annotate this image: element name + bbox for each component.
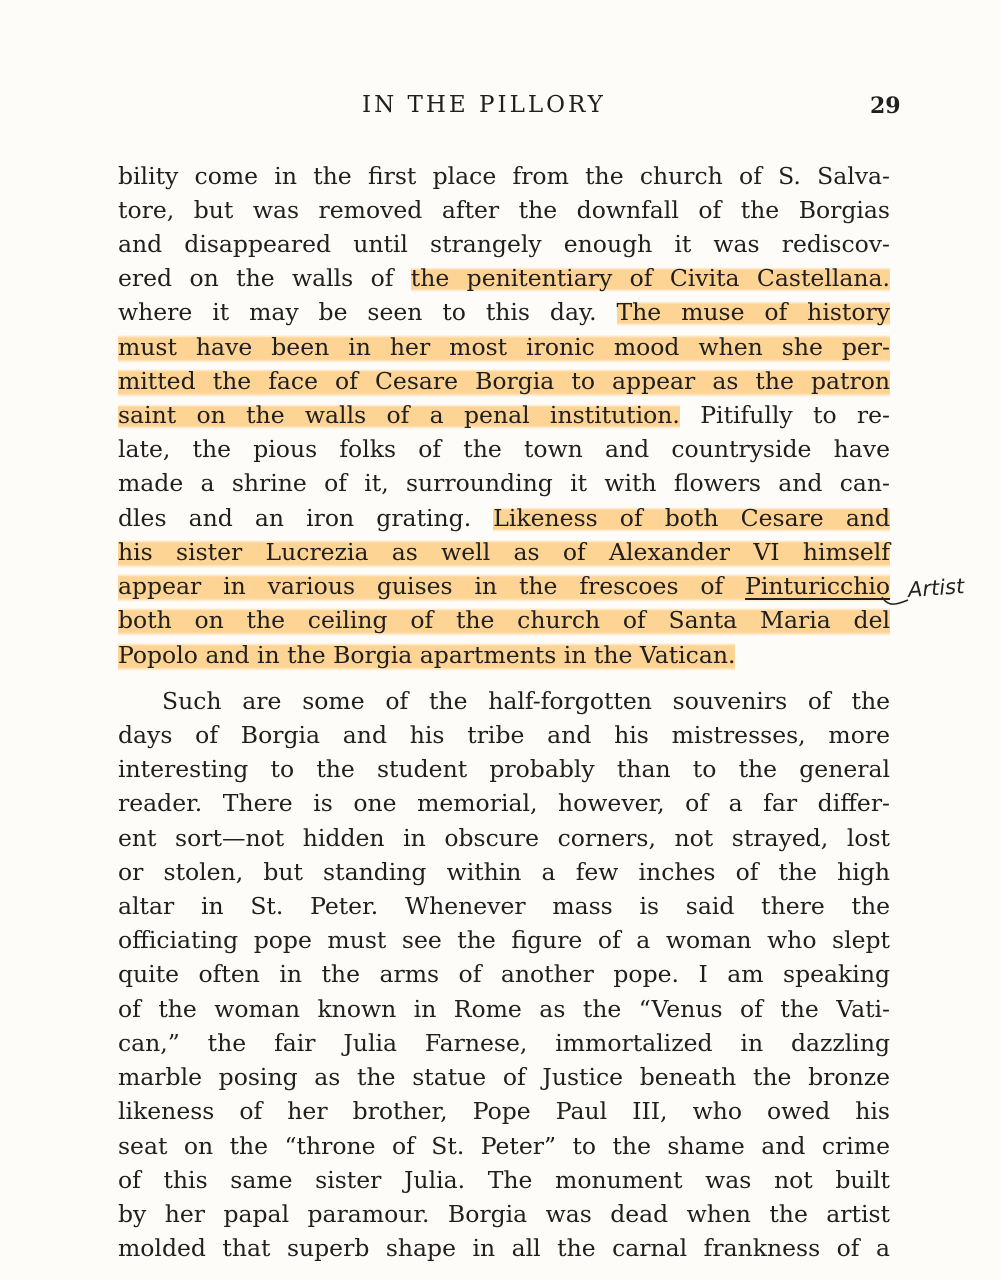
text-line: quite often in the arms of another pope. I am speaking [118, 960, 890, 988]
page-number: 29 [870, 93, 901, 119]
text-line: of this same sister Julia. The monument was not built [118, 1166, 890, 1194]
text-line: ent sort—not hidden in obscure corners, not strayed, lost [118, 824, 890, 852]
highlighted-line: Popolo and in the Borgia apartments in the Vatican. [118, 641, 736, 669]
text-line: and disappeared until strangely enough it was rediscov- [118, 230, 890, 258]
text-line: tore, but was removed after the downfall of the Borgias [118, 196, 890, 224]
highlighted-line: his sister Lucrezia as well as of Alexander VI himself [118, 538, 890, 566]
text-line: likeness of her brother, Pope Paul III, who owed his [118, 1097, 890, 1125]
text-segment: where it may be seen to this day. [118, 298, 617, 326]
text-segment: appear in various guises in the frescoes of [118, 572, 746, 600]
text-line: bility come in the first place from the church of S. Salva- [118, 162, 890, 190]
margin-note: Artist [907, 574, 966, 602]
text-line: of the woman known in Rome as the “Venus of the Vati- [118, 995, 890, 1023]
text-line: can,” the fair Julia Farnese, immortalized in dazzling [118, 1029, 890, 1057]
text-line: interesting to the student probably than to the general [118, 755, 890, 783]
page-header [0, 92, 1001, 126]
text-line: seat on the “throne of St. Peter” to the shame and crime [118, 1132, 890, 1160]
text-line: reader. There is one memorial, however, of a far differ- [118, 789, 890, 817]
text-line [118, 262, 890, 294]
text-line [118, 399, 890, 431]
highlighted-line: must have been in her most ironic mood when she per- [118, 333, 890, 361]
text-line: days of Borgia and his tribe and his mistresses, more [118, 721, 890, 749]
text-line: by her papal paramour. Borgia was dead when the artist [118, 1200, 890, 1228]
text-segment: ered on the walls of [118, 264, 411, 292]
highlighted-line [118, 570, 890, 602]
annotation-arrow-icon [880, 593, 910, 607]
running-head: IN THE PILLORY [362, 92, 606, 118]
text-line: Such are some of the half-forgotten souvenirs of the [162, 687, 890, 715]
highlighted-text: Likeness of both Cesare and [493, 504, 891, 532]
text-line: altar in St. Peter. Whenever mass is said there the [118, 892, 890, 920]
highlighted-text: The muse of history [616, 298, 890, 326]
text-line: marble posing as the statue of Justice beneath the bronze [118, 1063, 890, 1091]
text-segment: Pitifully to re- [679, 401, 891, 429]
highlighted-line: both on the ceiling of the church of Santa Maria del [118, 606, 890, 634]
text-line: or stolen, but standing within a few inches of the high [118, 858, 890, 886]
text-line: molded that superb shape in all the carnal frankness of a [118, 1234, 890, 1262]
underlined-word: Pinturicchio [745, 572, 890, 600]
text-line: officiating pope must see the figure of a woman who slept [118, 926, 890, 954]
highlighted-line: mitted the face of Cesare Borgia to appear as the patron [118, 367, 890, 395]
text-line [118, 296, 890, 328]
text-segment: dles and an iron grating. [118, 504, 494, 532]
text-line [118, 502, 890, 534]
text-line: late, the pious folks of the town and countryside have [118, 435, 890, 463]
highlighted-text: saint on the walls of a penal institution. [118, 401, 680, 429]
text-line: made a shrine of it, surrounding it with flowers and can- [118, 469, 890, 497]
highlighted-text: the penitentiary of Civita Castellana. [410, 264, 890, 292]
